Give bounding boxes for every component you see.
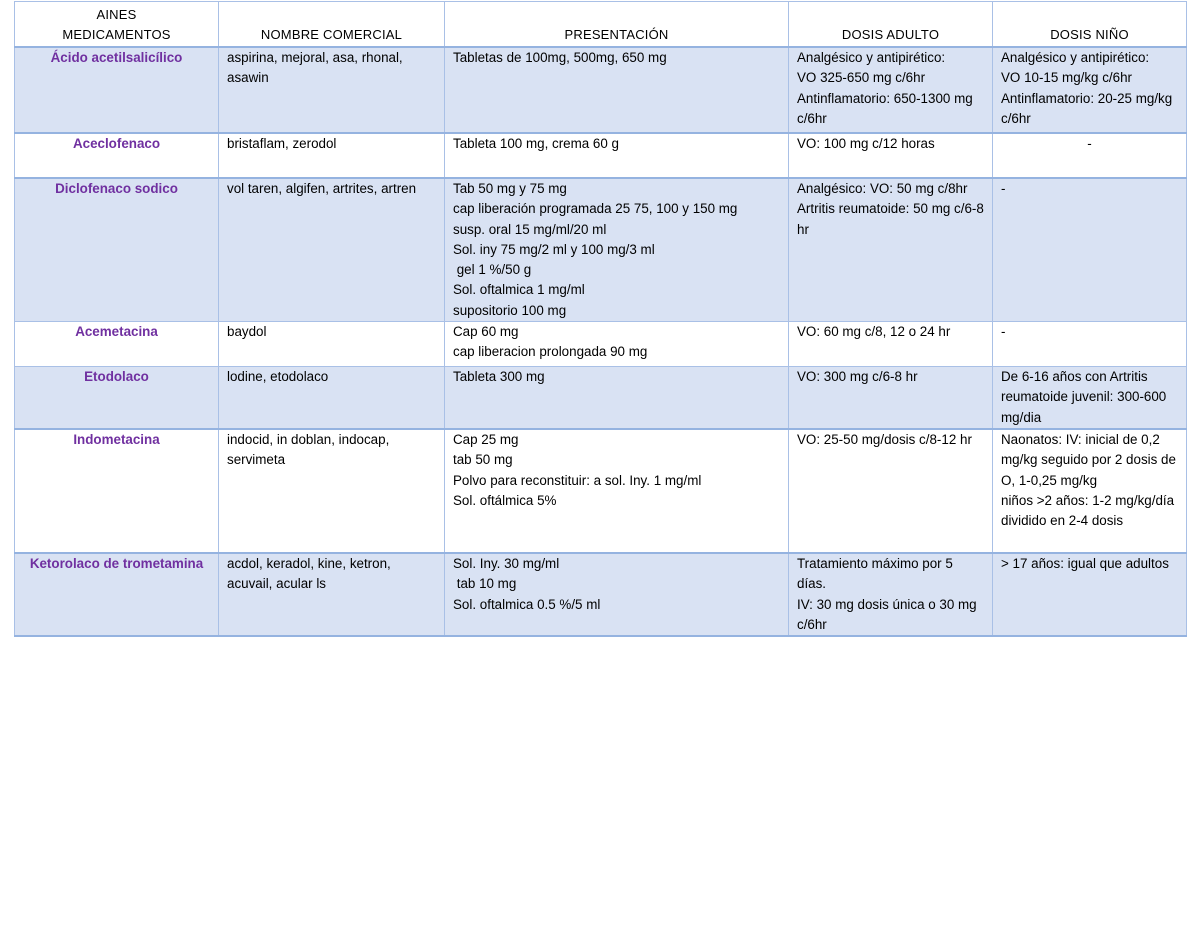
table-row xyxy=(15,322,1187,367)
adult-dose xyxy=(789,178,993,322)
brand-names: lodine, etodolaco xyxy=(219,367,445,430)
dose-line: Antinflamatorio: 650-1300 mg c/6hr xyxy=(797,90,977,126)
drug-name: Indometacina xyxy=(15,429,219,553)
dose-line: - xyxy=(1001,181,1006,196)
presentation xyxy=(445,322,789,367)
dose-line: VO: 300 mg c/6-8 hr xyxy=(797,369,918,385)
header-medicamentos-label: MEDICAMENTOS xyxy=(62,26,171,42)
dose-line: De 6-16 años con Artritis reumatoide juvenil: 300-600 mg/dia xyxy=(1001,369,1170,425)
dose-line: VO 10-15 mg/kg c/6hr xyxy=(1001,70,1132,86)
dose-line: - xyxy=(1001,324,1006,340)
presentation-line: Tabletas de 100mg, 500mg, 650 mg xyxy=(453,50,667,65)
presentation xyxy=(445,133,789,178)
dose-line: - xyxy=(1087,136,1092,151)
dose-line: VO 325-650 mg c/6hr xyxy=(797,70,926,86)
aines-table xyxy=(14,1,1187,637)
presentation-line: Sol. oftalmica 1 mg/ml xyxy=(453,282,585,298)
drug-name: Etodolaco xyxy=(15,367,219,430)
child-dose xyxy=(993,553,1187,636)
table-row xyxy=(15,553,1187,636)
dose-line: Artritis reumatoide: 50 mg c/6-8 hr xyxy=(797,201,988,237)
presentation-line: Tab 50 mg y 75 mg xyxy=(453,181,567,196)
child-dose xyxy=(993,178,1187,322)
child-dose xyxy=(993,322,1187,367)
brand-names: baydol xyxy=(219,322,445,367)
presentation-line: Tableta 100 mg, crema 60 g xyxy=(453,136,619,151)
drug-name: Aceclofenaco xyxy=(15,133,219,178)
child-dose xyxy=(993,47,1187,133)
presentation-line: Polvo para reconstituir: a sol. Iny. 1 mg/ml xyxy=(453,472,702,488)
header-medicamentos xyxy=(15,2,219,48)
table-row xyxy=(15,429,1187,553)
dose-line: VO: 60 mg c/8, 12 o 24 hr xyxy=(797,324,951,340)
child-dose xyxy=(993,133,1187,178)
adult-dose xyxy=(789,47,993,133)
presentation-line: Cap 25 mg xyxy=(453,432,519,448)
drug-name: Diclofenaco sodico xyxy=(15,178,219,322)
dose-line: Naonatos: IV: inicial de 0,2 mg/kg seguido por 2 dosis de O, 1-0,25 mg/kg xyxy=(1001,432,1180,488)
dose-line: IV: 30 mg dosis única o 30 mg c/6hr xyxy=(797,596,981,632)
document-page xyxy=(14,1,1186,637)
table-row xyxy=(15,178,1187,322)
dose-line: Analgésico y antipirético: xyxy=(1001,50,1150,65)
dose-line: Analgésico: VO: 50 mg c/8hr xyxy=(797,181,968,196)
presentation-line: tab 50 mg xyxy=(453,452,513,468)
adult-dose xyxy=(789,322,993,367)
table-row xyxy=(15,133,1187,178)
presentation-line: Sol. Iny. 30 mg/ml xyxy=(453,556,560,572)
brand-names: acdol, keradol, kine, ketron, acuvail, acular ls xyxy=(219,553,445,636)
header-row xyxy=(15,2,1187,48)
presentation xyxy=(445,429,789,553)
brand-names: vol taren, algifen, artrites, artren xyxy=(219,178,445,322)
adult-dose xyxy=(789,429,993,553)
dose-line: Tratamiento máximo por 5 días. xyxy=(797,556,957,592)
table-row xyxy=(15,367,1187,430)
drug-name: Acemetacina xyxy=(15,322,219,367)
header-dosis-nino: DOSIS NIÑO xyxy=(993,2,1187,48)
dose-line: Antinflamatorio: 20-25 mg/kg c/6hr xyxy=(1001,90,1176,126)
header-aines-label: AINES xyxy=(96,7,137,22)
dose-line: Analgésico y antipirético: xyxy=(797,50,946,65)
brand-names: bristaflam, zerodol xyxy=(219,133,445,178)
presentation-line: cap liberación programada 25 75, 100 y 150 mg xyxy=(453,201,738,217)
dose-line: VO: 25-50 mg/dosis c/8-12 hr xyxy=(797,432,972,448)
presentation-line: supositorio 100 mg xyxy=(453,302,567,318)
brand-names: aspirina, mejoral, asa, rhonal, asawin xyxy=(219,47,445,133)
drug-name: Ketorolaco de trometamina xyxy=(15,553,219,636)
adult-dose xyxy=(789,553,993,636)
child-dose xyxy=(993,367,1187,430)
presentation-line: Sol. oftálmica 5% xyxy=(453,492,557,508)
adult-dose xyxy=(789,133,993,178)
dose-line: > 17 años: igual que adultos xyxy=(1001,556,1169,572)
brand-names: indocid, in doblan, indocap, servimeta xyxy=(219,429,445,553)
presentation-line: Cap 60 mg xyxy=(453,324,519,340)
presentation xyxy=(445,367,789,430)
presentation-line: Sol. oftalmica 0.5 %/5 ml xyxy=(453,596,601,612)
presentation-line: Sol. iny 75 mg/2 ml y 100 mg/3 ml xyxy=(453,241,655,257)
presentation-line: susp. oral 15 mg/ml/20 ml xyxy=(453,221,607,237)
presentation-line: gel 1 %/50 g xyxy=(453,262,532,278)
presentation-line: cap liberacion prolongada 90 mg xyxy=(453,344,648,360)
presentation xyxy=(445,553,789,636)
presentation xyxy=(445,178,789,322)
presentation xyxy=(445,47,789,133)
child-dose xyxy=(993,429,1187,553)
table-row xyxy=(15,47,1187,133)
dose-line: VO: 100 mg c/12 horas xyxy=(797,136,935,151)
header-dosis-adulto: DOSIS ADULTO xyxy=(789,2,993,48)
drug-name: Ácido acetilsalicílico xyxy=(15,47,219,133)
presentation-line: Tableta 300 mg xyxy=(453,369,545,385)
header-presentacion: PRESENTACIÓN xyxy=(445,2,789,48)
presentation-line: tab 10 mg xyxy=(453,576,517,592)
header-nombre-comercial: NOMBRE COMERCIAL xyxy=(219,2,445,48)
dose-line: niños >2 años: 1-2 mg/kg/día dividido en 2-4 dosis xyxy=(1001,492,1178,529)
adult-dose xyxy=(789,367,993,430)
